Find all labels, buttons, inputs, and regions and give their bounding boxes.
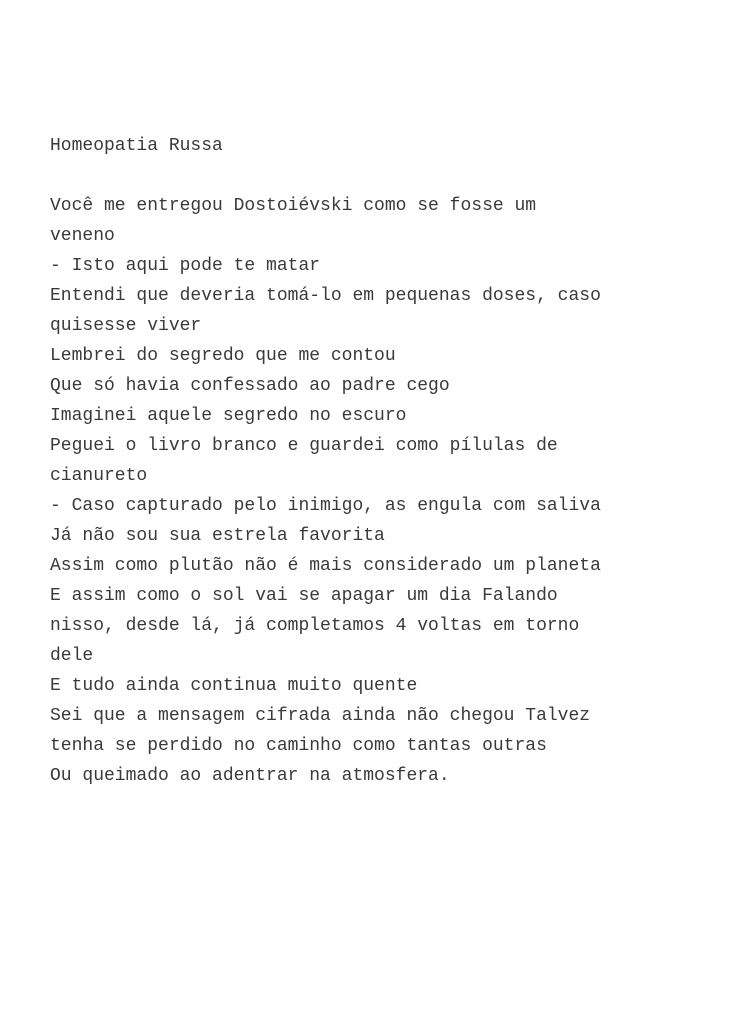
poem-line: Imaginei aquele segredo no escuro xyxy=(50,406,407,426)
poem-line: Já não sou sua estrela favorita xyxy=(50,526,385,546)
poem-line: Você me entregou Dostoiévski como se fosse um xyxy=(50,196,537,216)
poem-line: dele xyxy=(50,646,94,666)
poem-line: - Isto aqui pode te matar xyxy=(50,256,321,276)
poem-line: cianureto xyxy=(50,466,148,486)
poem-line: Que só havia confessado ao padre cego xyxy=(50,376,450,396)
poem-line: tenha se perdido no caminho como tantas outras xyxy=(50,736,547,756)
poem-body xyxy=(50,131,710,791)
poem-line: Sei que a mensagem cifrada ainda não chegou Talvez xyxy=(50,706,591,726)
poem-line: quisesse viver xyxy=(50,316,202,336)
poem-line: Peguei o livro branco e guardei como pílulas de xyxy=(50,436,558,456)
poem-title: Homeopatia Russa xyxy=(50,136,223,156)
poem-line: E assim como o sol vai se apagar um dia Falando xyxy=(50,586,558,606)
stanza-spacer xyxy=(50,161,710,191)
poem-line: - Caso capturado pelo inimigo, as engula com saliva xyxy=(50,496,601,516)
poem-line: Ou queimado ao adentrar na atmosfera. xyxy=(50,766,450,786)
poem-line: Entendi que deveria tomá-lo em pequenas doses, caso xyxy=(50,286,601,306)
poem-line: veneno xyxy=(50,226,115,246)
poem-line: Lembrei do segredo que me contou xyxy=(50,346,396,366)
poem-line: E tudo ainda continua muito quente xyxy=(50,676,418,696)
poem-line: nisso, desde lá, já completamos 4 voltas em torno xyxy=(50,616,580,636)
poem-line: Assim como plutão não é mais considerado um planeta xyxy=(50,556,601,576)
